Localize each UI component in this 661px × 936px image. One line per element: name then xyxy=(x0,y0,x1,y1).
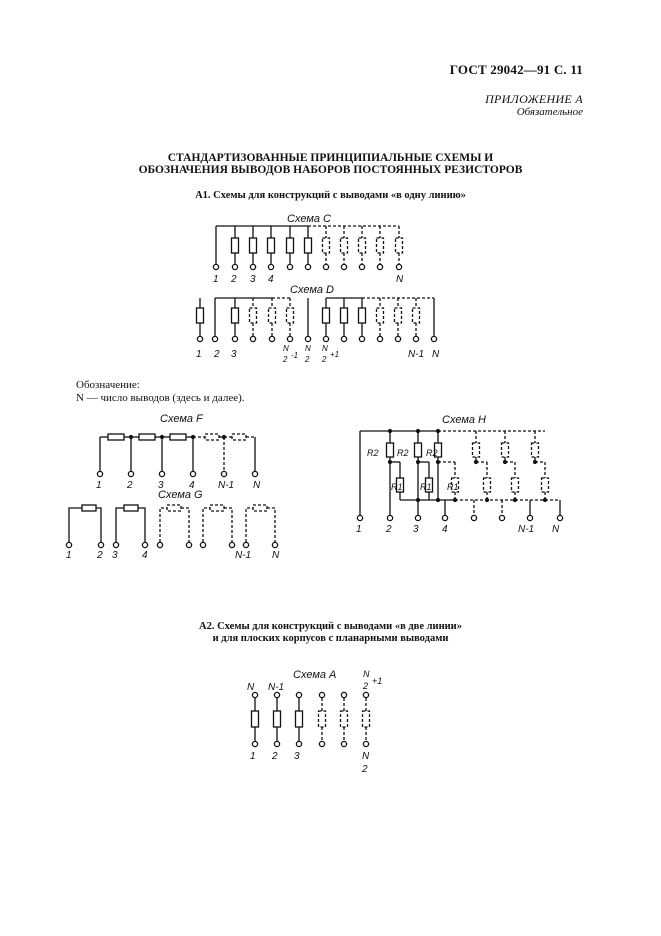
scheme-f-pin-3: 3 xyxy=(158,480,164,491)
scheme-a-top-frac-suffix: +1 xyxy=(372,676,383,686)
junction-dot xyxy=(513,498,517,502)
terminal-pin xyxy=(359,336,364,341)
note-text: N — число выводов (здесь и далее). xyxy=(76,392,245,404)
resistor xyxy=(205,434,219,440)
wire xyxy=(160,508,167,542)
scheme-h-pin-3: 3 xyxy=(413,524,419,535)
scheme-c-pin-2: 2 xyxy=(231,274,237,285)
resistor xyxy=(253,505,267,511)
terminal-pin xyxy=(319,692,324,697)
junction-dot xyxy=(533,460,537,464)
resistor xyxy=(232,238,239,253)
scheme-h-pin-2: 2 xyxy=(386,524,392,535)
terminal-pin xyxy=(357,515,362,520)
wire xyxy=(69,508,82,542)
scheme-d-frac2-num: N xyxy=(305,344,311,353)
wire xyxy=(203,508,210,542)
terminal-pin xyxy=(252,741,257,746)
resistor xyxy=(197,308,204,323)
junction-dot xyxy=(453,498,457,502)
terminal-pin xyxy=(287,264,292,269)
terminal-pin xyxy=(415,515,420,520)
scheme-g-pin-n-1: N-1 xyxy=(235,550,252,561)
terminal-pin xyxy=(274,741,279,746)
terminal-pin xyxy=(142,542,147,547)
scheme-f-pin-2: 2 xyxy=(127,480,133,491)
terminal-pin xyxy=(252,692,257,697)
terminal-pin xyxy=(413,336,418,341)
junction-dot xyxy=(485,498,489,502)
terminal-pin xyxy=(66,542,71,547)
scheme-g-pin-3: 3 xyxy=(112,550,118,561)
wire xyxy=(267,508,275,542)
terminal-pin xyxy=(190,471,195,476)
resistor xyxy=(484,478,491,492)
scheme-a-top-frac-num: N xyxy=(363,669,370,679)
terminal-pin xyxy=(113,542,118,547)
resistor xyxy=(359,238,366,253)
scheme-g-pin-2: 2 xyxy=(97,550,103,561)
wire xyxy=(116,508,124,542)
resistor xyxy=(542,478,549,492)
terminal-pin xyxy=(197,336,202,341)
resistor xyxy=(296,711,303,727)
terminal-pin xyxy=(159,471,164,476)
resistor xyxy=(415,443,422,457)
terminal-pin xyxy=(363,741,368,746)
terminal-pin xyxy=(359,264,364,269)
section-a1-heading: А1. Схемы для конструкций с выводами «в одну линию» xyxy=(195,190,466,201)
resistor xyxy=(210,505,224,511)
terminal-pin xyxy=(296,692,301,697)
junction-dot xyxy=(503,460,507,464)
scheme-a-top-pin-n-1: N-1 xyxy=(268,682,285,693)
scheme-g-pin-4: 4 xyxy=(142,550,148,561)
resistor xyxy=(512,478,519,492)
resistor xyxy=(341,238,348,253)
resistor xyxy=(170,434,186,440)
terminal-pin xyxy=(213,264,218,269)
resistor xyxy=(363,711,370,727)
resistor xyxy=(232,308,239,323)
resistor xyxy=(502,443,509,457)
resistor xyxy=(305,238,312,253)
scheme-a-bottom-pin-1: 1 xyxy=(250,751,256,762)
scheme-a-top-frac-den: 2 xyxy=(363,681,369,691)
terminal-pin xyxy=(319,741,324,746)
scheme-d-pin-1: 1 xyxy=(196,349,202,360)
appendix-label: ПРИЛОЖЕНИЕ А xyxy=(485,92,583,106)
terminal-pin xyxy=(274,692,279,697)
scheme-h-pin-n-1: N-1 xyxy=(518,524,535,535)
terminal-pin xyxy=(243,542,248,547)
terminal-pin xyxy=(128,471,133,476)
scheme-f-title: Схема F xyxy=(160,413,203,425)
scheme-h-res-r1-b: R1 xyxy=(420,482,432,492)
resistor xyxy=(250,238,257,253)
terminal-pin xyxy=(305,336,310,341)
terminal-pin xyxy=(98,542,103,547)
resistor xyxy=(319,711,326,727)
resistor xyxy=(341,711,348,727)
scheme-f-pin-4: 4 xyxy=(189,480,195,491)
resistor xyxy=(287,308,294,323)
appendix-status: Обязательное xyxy=(516,106,583,118)
terminal-pin xyxy=(269,336,274,341)
scheme-d-frac1-suffix: -1 xyxy=(291,351,299,360)
resistor xyxy=(250,308,257,323)
scheme-d-frac1-den: 2 xyxy=(283,355,288,364)
terminal-pin xyxy=(363,692,368,697)
scheme-g-pin-1: 1 xyxy=(66,550,72,561)
resistor xyxy=(395,308,402,323)
scheme-c-title: Схема C xyxy=(287,213,331,225)
scheme-g-pin-n: N xyxy=(272,550,280,561)
wire xyxy=(96,508,101,542)
terminal-pin xyxy=(186,542,191,547)
terminal-pin xyxy=(341,336,346,341)
terminal-pin xyxy=(557,515,562,520)
resistor xyxy=(139,434,155,440)
scheme-c-pin-4: 4 xyxy=(268,274,274,285)
scheme-d-title: Схема D xyxy=(290,284,334,296)
scheme-h-res-r2-a: R2 xyxy=(367,448,379,458)
resistor xyxy=(323,238,330,253)
terminal-pin xyxy=(287,336,292,341)
scheme-d-pin-n: N xyxy=(432,349,440,360)
terminal-pin xyxy=(527,515,532,520)
terminal-pin xyxy=(252,471,257,476)
note-label: Обозначение: xyxy=(76,379,140,391)
terminal-pin xyxy=(268,264,273,269)
scheme-g-title: Схема G xyxy=(158,489,203,501)
terminal-pin xyxy=(377,336,382,341)
scheme-c-pin-n: N xyxy=(396,274,404,285)
terminal-pin xyxy=(232,336,237,341)
terminal-pin xyxy=(499,515,504,520)
scheme-a-title: Схема A xyxy=(293,669,337,681)
resistor xyxy=(82,505,96,511)
resistor xyxy=(167,505,181,511)
terminal-pin xyxy=(221,471,226,476)
resistor xyxy=(287,238,294,253)
terminal-pin xyxy=(296,741,301,746)
scheme-a-bottom-pin-3: 3 xyxy=(294,751,300,762)
scheme-d-pin-2: 2 xyxy=(214,349,220,360)
section-a2-heading-line-2: и для плоских корпусов с планарными выводами xyxy=(212,633,449,644)
resistor xyxy=(473,443,480,457)
resistor xyxy=(252,711,259,727)
terminal-pin xyxy=(431,336,436,341)
section-a2-heading-line-1: А2. Схемы для конструкций с выводами «в две линии» xyxy=(199,621,462,632)
resistor xyxy=(359,308,366,323)
scheme-d-frac1-num: N xyxy=(283,344,289,353)
terminal-pin xyxy=(387,515,392,520)
resistor xyxy=(396,238,403,253)
scheme-h-pin-n: N xyxy=(552,524,560,535)
wire xyxy=(181,508,189,542)
resistor xyxy=(124,505,138,511)
terminal-pin xyxy=(232,264,237,269)
scheme-h-res-r1-a: R1 xyxy=(391,482,403,492)
scheme-f-pin-n-1: N-1 xyxy=(218,480,235,491)
resistor xyxy=(377,238,384,253)
resistor xyxy=(232,434,246,440)
scheme-c-pin-3: 3 xyxy=(250,274,256,285)
terminal-pin xyxy=(272,542,277,547)
scheme-h-res-r1-c: R1 xyxy=(447,482,459,492)
scheme-a-bottom-frac-num: N xyxy=(362,751,370,762)
scheme-d-pin-n-1: N-1 xyxy=(408,349,425,360)
scheme-d-frac2-den: 2 xyxy=(305,355,310,364)
terminal-pin xyxy=(212,336,217,341)
resistor xyxy=(108,434,124,440)
resistor xyxy=(269,308,276,323)
document-title-line-1: СТАНДАРТИЗОВАННЫЕ ПРИНЦИПИАЛЬНЫЕ СХЕМЫ И xyxy=(167,152,494,164)
scheme-a-bottom-frac-den: 2 xyxy=(362,764,368,775)
terminal-pin xyxy=(442,515,447,520)
terminal-pin xyxy=(377,264,382,269)
resistor xyxy=(413,308,420,323)
wire xyxy=(138,508,145,542)
scheme-h-pin-1: 1 xyxy=(356,524,362,535)
terminal-pin xyxy=(341,692,346,697)
terminal-pin xyxy=(229,542,234,547)
scheme-d-pin-3: 3 xyxy=(231,349,237,360)
junction-dot xyxy=(543,498,547,502)
scheme-h-pin-4: 4 xyxy=(442,524,448,535)
resistor xyxy=(268,238,275,253)
scheme-d-frac3-num: N xyxy=(322,344,328,353)
terminal-pin xyxy=(250,264,255,269)
terminal-pin xyxy=(323,264,328,269)
terminal-pin xyxy=(341,264,346,269)
resistor xyxy=(387,443,394,457)
resistor xyxy=(532,443,539,457)
resistor xyxy=(377,308,384,323)
resistor xyxy=(274,711,281,727)
wire xyxy=(246,508,253,542)
terminal-pin xyxy=(305,264,310,269)
terminal-pin xyxy=(395,336,400,341)
scheme-h-res-r2-c: R2 xyxy=(426,448,438,458)
scheme-a-top-pin-n: N xyxy=(247,682,255,693)
terminal-pin xyxy=(200,542,205,547)
terminal-pin xyxy=(250,336,255,341)
terminal-pin xyxy=(471,515,476,520)
resistor xyxy=(323,308,330,323)
terminal-pin xyxy=(396,264,401,269)
scheme-d-frac3-den: 2 xyxy=(322,355,327,364)
resistor xyxy=(341,308,348,323)
terminal-pin xyxy=(157,542,162,547)
wire xyxy=(224,508,232,542)
scheme-c-pin-1: 1 xyxy=(213,274,219,285)
scheme-f-pin-1: 1 xyxy=(96,480,102,491)
scheme-h-res-r2-b: R2 xyxy=(397,448,409,458)
scheme-h-title: Схема H xyxy=(442,414,486,426)
scheme-f-pin-n: N xyxy=(253,480,261,491)
scheme-a-bottom-pin-2: 2 xyxy=(272,751,278,762)
junction-dot xyxy=(474,460,478,464)
scheme-d-frac3-suffix: +1 xyxy=(330,350,340,359)
document-title-line-2: ОБОЗНАЧЕНИЯ ВЫВОДОВ НАБОРОВ ПОСТОЯННЫХ РЕЗИСТОРОВ xyxy=(138,164,523,176)
terminal-pin xyxy=(323,336,328,341)
standard-number: ГОСТ 29042—91 С. 11 xyxy=(449,62,583,77)
terminal-pin xyxy=(97,471,102,476)
terminal-pin xyxy=(341,741,346,746)
